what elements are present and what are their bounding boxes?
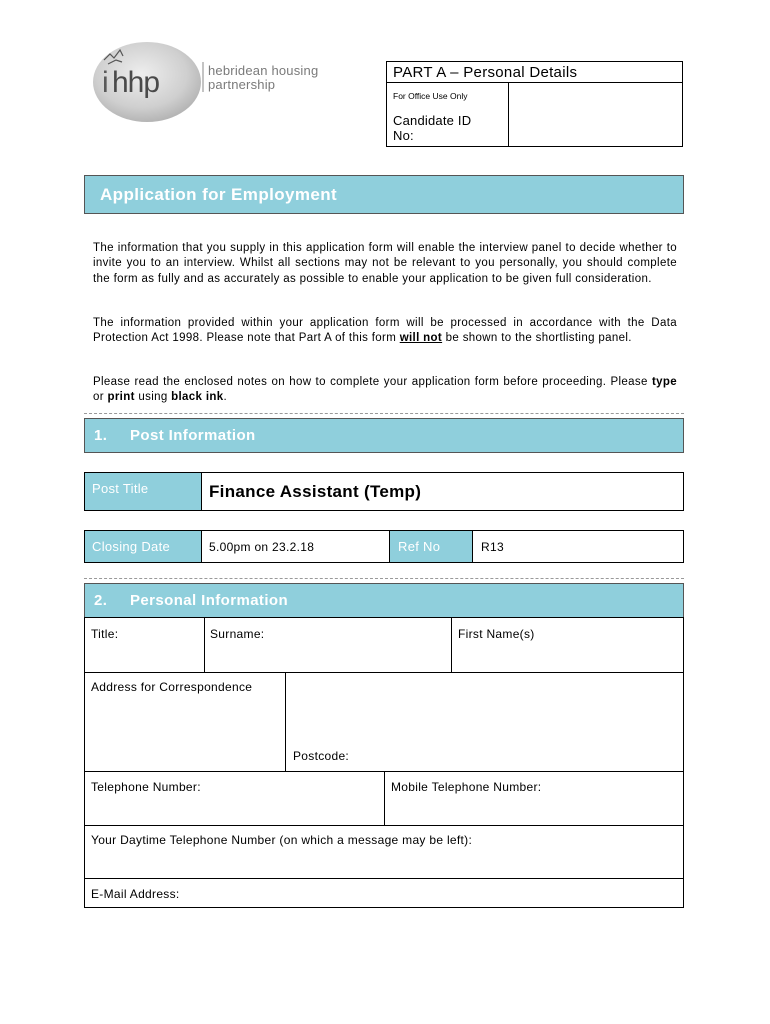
ref-no-label: Ref No [389, 531, 473, 562]
logo-mark: hhp [112, 66, 160, 99]
office-use-label: For Office Use Only [393, 91, 468, 101]
intro-paragraph-3: Please read the enclosed notes on how to complete your application form before proceeding. Please type or print using black ink. [93, 376, 677, 404]
post-title-label: Post Title [85, 473, 202, 510]
closing-date-row [84, 530, 684, 563]
divider [84, 413, 684, 414]
surname-label: Surname: [210, 627, 265, 641]
post-title-row [84, 472, 684, 511]
closing-date-label: Closing Date [85, 531, 202, 562]
divider [84, 578, 684, 579]
section-1-title: Post Information [130, 427, 256, 444]
svg-text:i: i [102, 66, 109, 99]
post-title-value[interactable]: Finance Assistant (Temp) [209, 482, 422, 501]
candidate-id-label: Candidate ID No: [393, 113, 472, 143]
logo-line-1: hebridean housing [208, 63, 319, 78]
logo-line-2: partnership [208, 77, 276, 92]
office-use-cell [387, 83, 509, 146]
section-1-heading [84, 418, 684, 453]
first-name-label: First Name(s) [458, 627, 535, 641]
section-1-number: 1. [94, 427, 108, 444]
intro-paragraph-2: The information provided within your application form will be processed in accordance with the Data Protection Act 1998. Please note that Part A of this form will not be shown to the shortlisting panel. [93, 317, 677, 345]
address-label: Address for Correspondence [91, 680, 253, 694]
mobile-label: Mobile Telephone Number: [391, 780, 542, 794]
divider [384, 771, 385, 825]
email-label: E-Mail Address: [91, 887, 180, 901]
ref-no-value[interactable]: R13 [481, 540, 504, 554]
personal-info-table [84, 617, 684, 908]
part-a-box [386, 61, 683, 147]
daytime-phone-label: Your Daytime Telephone Number (on which a message may be left): [91, 833, 473, 847]
logo-text [208, 64, 318, 92]
section-2-title: Personal Information [130, 592, 289, 609]
telephone-label: Telephone Number: [91, 780, 201, 794]
will-not-emphasis: will not [399, 332, 443, 345]
section-2-number: 2. [94, 592, 108, 609]
title-label: Title: [91, 627, 119, 641]
divider [85, 878, 683, 879]
divider [204, 618, 205, 672]
divider [451, 618, 452, 672]
postcode-label: Postcode: [293, 749, 350, 763]
closing-date-value[interactable]: 5.00pm on 23.2.18 [209, 540, 315, 554]
part-a-title: PART A – Personal Details [387, 62, 682, 83]
application-heading: Application for Employment [84, 175, 684, 214]
intro-paragraph-1: The information that you supply in this application form will enable the interview panel to decide whether to invite you to an interview. Whilst all sections may not be relevant to you personally, you should complete the form as fully and as accurately as possible to enable your application to be given full consideration. [93, 242, 677, 285]
section-2-heading [84, 583, 684, 618]
divider [85, 825, 683, 826]
